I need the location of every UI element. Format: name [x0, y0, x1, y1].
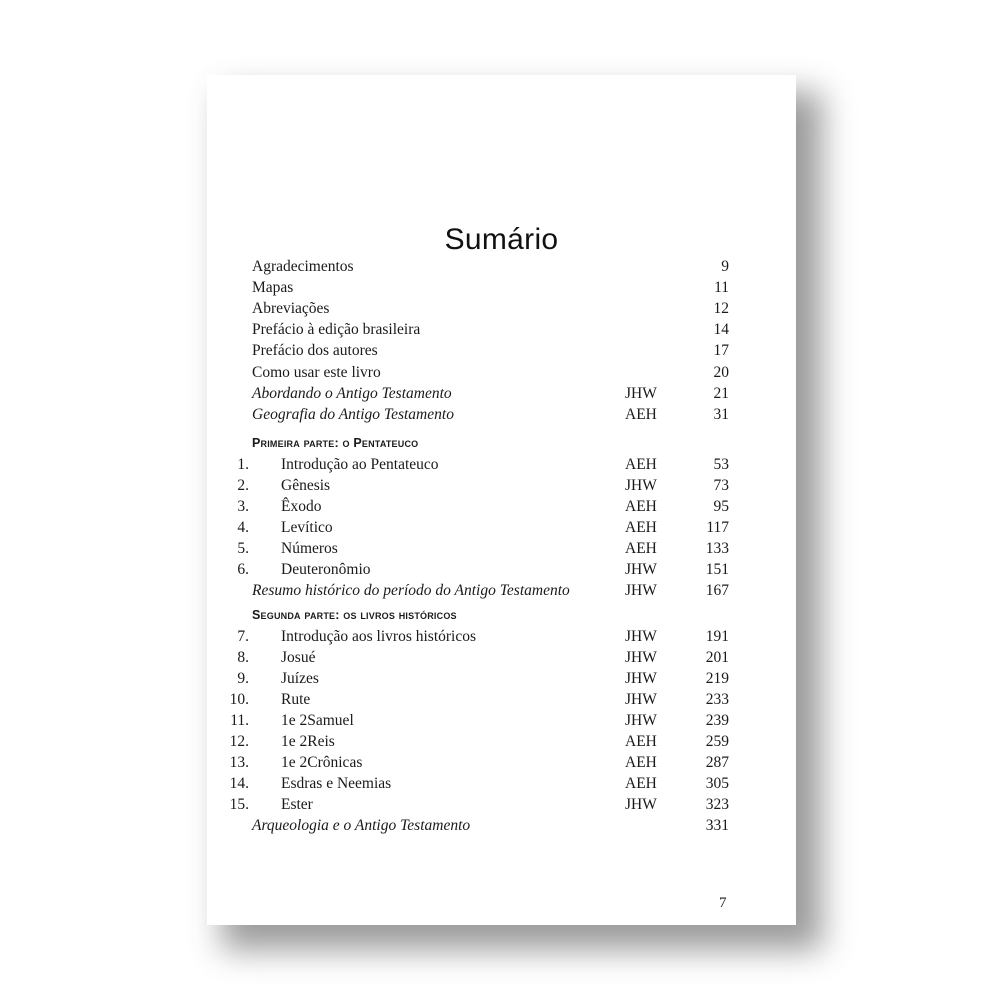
toc-entry — [207, 538, 796, 559]
entry-title: Abreviações — [252, 300, 330, 318]
entry-author: AEH — [625, 754, 657, 772]
entry-title: Agradecimentos — [252, 258, 354, 275]
entry-page: 12 — [713, 300, 729, 318]
page-title: Sumário — [444, 223, 559, 256]
page-number: 7 — [719, 895, 727, 911]
entry-title: Introdução ao Pentateuco — [281, 455, 439, 473]
entry-number: 1. — [237, 455, 249, 473]
entry-title: Mapas — [252, 279, 294, 297]
entry-number: 6. — [237, 561, 249, 579]
entry-page: 331 — [705, 817, 729, 835]
entry-title: Esdras e Neemias — [281, 775, 392, 793]
entry-title: Deuteronômio — [281, 561, 371, 579]
entry-author: JHW — [625, 690, 657, 708]
entry-page: 20 — [713, 363, 729, 381]
entry-page: 53 — [713, 455, 729, 473]
entry-author: JHW — [625, 384, 657, 402]
entry-page: 21 — [713, 384, 729, 402]
entry-author: JHW — [625, 476, 657, 494]
toc-entry — [207, 454, 796, 475]
entry-title: Levítico — [281, 519, 333, 537]
section-heading: Primeira parte: o Pentateuco — [252, 435, 419, 450]
entry-page: 219 — [705, 669, 729, 687]
entry-title: Prefácio à edição brasileira — [252, 321, 421, 339]
book-page — [207, 75, 796, 925]
toc-entry — [207, 475, 796, 496]
entry-number: 8. — [237, 648, 249, 666]
entry-title: Prefácio dos autores — [252, 342, 378, 360]
entry-author: AEH — [625, 733, 657, 750]
toc-entry — [207, 710, 796, 731]
entry-number: 9. — [237, 669, 249, 687]
entry-title: Gênesis — [281, 476, 331, 494]
entry-number: 12. — [229, 733, 249, 750]
entry-title: Geografia do Antigo Testamento — [252, 405, 454, 423]
entry-author: AEH — [625, 775, 657, 793]
entry-author: JHW — [625, 627, 657, 645]
entry-number: 4. — [237, 519, 249, 537]
entry-author: AEH — [625, 540, 657, 558]
entry-author: AEH — [625, 405, 657, 423]
toc-entry — [207, 647, 796, 668]
entry-page: 201 — [705, 648, 729, 666]
entry-title: 1e 2Reis — [281, 733, 335, 750]
section-heading: Segunda parte: os livros históricos — [252, 607, 457, 622]
entry-title: 1e 2Crônicas — [281, 754, 363, 772]
entry-page: 17 — [713, 342, 729, 360]
entry-author: JHW — [625, 796, 657, 814]
toc-entry — [207, 256, 796, 277]
entry-page: 95 — [713, 498, 729, 515]
entry-title: Rute — [281, 690, 311, 708]
entry-author: AEH — [625, 519, 657, 537]
entry-page: 73 — [713, 476, 729, 494]
entry-title: Números — [281, 540, 338, 558]
entry-number: 13. — [229, 754, 249, 772]
entry-page: 167 — [705, 582, 729, 600]
entry-title: Êxodo — [281, 498, 322, 515]
entry-page: 117 — [706, 519, 729, 537]
toc-entry — [207, 319, 796, 340]
entry-title: Introdução aos livros históricos — [281, 627, 477, 645]
toc-entry — [207, 383, 796, 404]
entry-number: 5. — [237, 540, 249, 558]
toc-entry — [207, 404, 796, 425]
table-of-contents — [207, 75, 796, 925]
toc-entry — [207, 773, 796, 794]
entry-number: 11. — [230, 711, 249, 729]
entry-number: 2. — [237, 476, 249, 494]
entry-page: 151 — [705, 561, 729, 579]
toc-entry — [207, 580, 796, 601]
entry-author: JHW — [625, 582, 657, 600]
toc-entry — [207, 752, 796, 773]
entry-number: 15. — [229, 796, 249, 814]
toc-entry — [207, 362, 796, 383]
toc-entry — [207, 794, 796, 815]
entry-number: 7. — [237, 627, 249, 645]
entry-page: 11 — [714, 279, 729, 297]
toc-entry — [207, 496, 796, 517]
entry-author: JHW — [625, 711, 657, 729]
toc-entry — [207, 626, 796, 647]
entry-page: 233 — [705, 690, 729, 708]
entry-page: 31 — [713, 405, 729, 423]
entry-title: Juízes — [281, 669, 319, 687]
toc-entry — [207, 689, 796, 710]
entry-number: 3. — [237, 498, 249, 515]
entry-title: Ester — [281, 796, 313, 814]
entry-number: 10. — [229, 690, 249, 708]
entry-title: 1e 2Samuel — [281, 711, 354, 729]
entry-number: 14. — [229, 775, 249, 793]
entry-title: Resumo histórico do período do Antigo Testamento — [252, 582, 570, 600]
toc-entry — [207, 559, 796, 580]
entry-author: AEH — [625, 455, 657, 473]
toc-entry — [207, 517, 796, 538]
entry-page: 133 — [705, 540, 729, 558]
entry-page: 191 — [705, 627, 729, 645]
toc-entry — [207, 340, 796, 361]
entry-page: 239 — [705, 711, 729, 729]
toc-entry — [207, 815, 796, 836]
toc-entry — [207, 298, 796, 319]
entry-page: 305 — [705, 775, 729, 793]
entry-title: Como usar este livro — [252, 363, 381, 381]
entry-author: JHW — [625, 669, 657, 687]
toc-entry — [207, 668, 796, 689]
entry-title: Arqueologia e o Antigo Testamento — [252, 817, 471, 835]
entry-author: JHW — [625, 648, 657, 666]
entry-title: Abordando o Antigo Testamento — [252, 384, 452, 402]
entry-page: 14 — [713, 321, 729, 339]
entry-author: AEH — [625, 498, 657, 515]
entry-author: JHW — [625, 561, 657, 579]
entry-title: Josué — [281, 648, 316, 666]
entry-page: 9 — [721, 258, 729, 275]
toc-entry — [207, 731, 796, 752]
entry-page: 259 — [705, 733, 729, 750]
entry-page: 323 — [705, 796, 729, 814]
toc-entry — [207, 277, 796, 298]
entry-page: 287 — [705, 754, 729, 772]
